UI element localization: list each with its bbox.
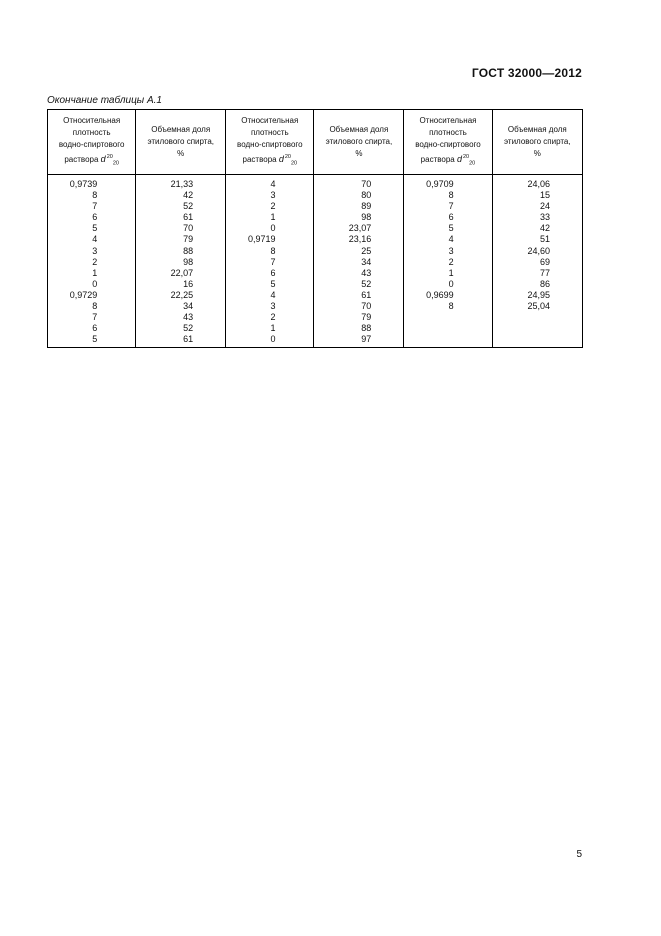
density-cell: 2: [48, 257, 136, 268]
density-symbol-subscript: 20: [112, 160, 119, 167]
volume-cell: 70: [136, 223, 226, 234]
header-density-1: [48, 110, 136, 175]
density-cell: 7: [48, 201, 136, 212]
density-volume-table: [47, 109, 583, 348]
density-cell: 1: [226, 323, 314, 334]
volume-cell: 22,07: [136, 268, 226, 279]
density-header-line: плотность: [72, 127, 111, 137]
volume-cell: 89: [314, 201, 404, 212]
volume-header-line: Объемная доля: [329, 125, 389, 134]
volume-cell: 98: [136, 257, 226, 268]
volume-cell: 43: [314, 268, 404, 279]
density-cell: 2: [226, 312, 314, 323]
table-body: [48, 175, 583, 348]
density-cell: 4: [404, 234, 492, 245]
volume-cell: 24,95: [492, 290, 582, 301]
density-cell: 5: [48, 223, 136, 234]
density-header-line: плотность: [429, 127, 467, 137]
volume-cell: 52: [136, 323, 226, 334]
density-cell: 0,9709: [404, 175, 492, 191]
density-symbol-subscript: 20: [290, 160, 298, 167]
volume-header-line: Объемная доля: [507, 125, 567, 134]
volume-cell: 24: [492, 201, 582, 212]
volume-cell: [492, 323, 582, 334]
table-row: [48, 201, 583, 212]
density-cell: 1: [226, 212, 314, 223]
density-header-line: Относительная: [419, 115, 477, 125]
density-symbol: d: [100, 153, 106, 164]
density-cell: 7: [48, 312, 136, 323]
header-volume-2: [314, 110, 404, 175]
density-cell: 8: [404, 301, 492, 312]
density-cell: 5: [226, 279, 314, 290]
table-row: [48, 312, 583, 323]
table-row: [48, 234, 583, 245]
table-row: [48, 323, 583, 334]
volume-cell: 43: [136, 312, 226, 323]
volume-header-line: %: [355, 149, 363, 158]
volume-header-line: %: [533, 149, 541, 158]
density-cell: 6: [404, 212, 492, 223]
density-symbol: d: [278, 153, 284, 164]
volume-cell: 33: [492, 212, 582, 223]
density-cell: 8: [226, 246, 314, 257]
density-cell: 3: [48, 246, 136, 257]
density-cell: 2: [226, 201, 314, 212]
volume-cell: 79: [314, 312, 404, 323]
table-row: [48, 268, 583, 279]
density-header-line: раствора: [64, 154, 99, 164]
volume-cell: 24,06: [492, 175, 582, 191]
density-cell: 0,9729: [48, 290, 136, 301]
density-cell: 0,9739: [48, 175, 136, 191]
density-cell: 6: [48, 212, 136, 223]
density-header-line: водно-спиртового: [58, 139, 125, 149]
header-volume-3: [492, 110, 582, 175]
density-cell: 0: [404, 279, 492, 290]
density-cell: 5: [404, 223, 492, 234]
volume-cell: 61: [136, 212, 226, 223]
volume-cell: [492, 334, 582, 348]
page-number: 5: [576, 849, 582, 860]
density-symbol-superscript: 20: [463, 153, 470, 160]
header-density-3: [404, 110, 492, 175]
volume-cell: 98: [314, 212, 404, 223]
density-header-line: раствора: [420, 154, 455, 164]
volume-cell: 77: [492, 268, 582, 279]
volume-cell: 42: [136, 190, 226, 201]
volume-cell: 51: [492, 234, 582, 245]
density-cell: 0: [48, 279, 136, 290]
volume-header-line: этилового спирта,: [325, 137, 393, 146]
volume-cell: 23,07: [314, 223, 404, 234]
table-row: [48, 301, 583, 312]
volume-cell: 70: [314, 175, 404, 191]
density-header-line: плотность: [250, 127, 289, 137]
density-cell: 1: [404, 268, 492, 279]
density-header-line: водно-спиртового: [237, 139, 303, 149]
table-row: [48, 190, 583, 201]
density-cell: 2: [404, 257, 492, 268]
density-cell: 1: [48, 268, 136, 279]
volume-cell: 61: [136, 334, 226, 348]
density-cell: 0: [226, 223, 314, 234]
density-header-line: Относительная: [241, 115, 299, 125]
density-cell: 8: [404, 190, 492, 201]
volume-cell: 61: [314, 290, 404, 301]
volume-cell: 69: [492, 257, 582, 268]
volume-cell: 23,16: [314, 234, 404, 245]
volume-cell: 52: [136, 201, 226, 212]
density-symbol-superscript: 20: [106, 153, 113, 160]
table-row: [48, 246, 583, 257]
volume-cell: 15: [492, 190, 582, 201]
table-row: [48, 223, 583, 234]
standard-code: ГОСТ 32000—2012: [471, 66, 582, 80]
density-cell: 7: [404, 201, 492, 212]
density-cell: 3: [226, 301, 314, 312]
volume-cell: 80: [314, 190, 404, 201]
density-symbol-superscript: 20: [284, 153, 291, 160]
density-cell: 3: [404, 246, 492, 257]
volume-cell: 16: [136, 279, 226, 290]
density-cell: 0: [226, 334, 314, 348]
density-header-line: водно-спиртового: [415, 139, 481, 149]
table-caption: Окончание таблицы А.1: [47, 95, 162, 106]
density-cell: [404, 334, 492, 348]
density-cell: [404, 312, 492, 323]
density-cell: 4: [226, 290, 314, 301]
volume-header-line: этилового спирта,: [504, 137, 571, 146]
density-cell: 6: [48, 323, 136, 334]
density-cell: 3: [226, 190, 314, 201]
volume-cell: 97: [314, 334, 404, 348]
density-cell: 7: [226, 257, 314, 268]
volume-cell: 25,04: [492, 301, 582, 312]
volume-cell: 88: [314, 323, 404, 334]
volume-cell: 25: [314, 246, 404, 257]
density-cell: 8: [48, 190, 136, 201]
table-row: [48, 175, 583, 191]
header-volume-1: [136, 110, 226, 175]
table-row: [48, 257, 583, 268]
volume-cell: 34: [314, 257, 404, 268]
density-cell: [404, 323, 492, 334]
volume-header-line: %: [177, 149, 185, 158]
density-cell: 6: [226, 268, 314, 279]
volume-cell: 86: [492, 279, 582, 290]
table-header-row: [48, 110, 583, 175]
density-cell: 4: [226, 175, 314, 191]
density-cell: 4: [48, 234, 136, 245]
volume-cell: 52: [314, 279, 404, 290]
density-cell: 0,9699: [404, 290, 492, 301]
volume-cell: 88: [136, 246, 226, 257]
volume-header-line: этилового спирта,: [147, 137, 215, 146]
volume-cell: [492, 312, 582, 323]
volume-cell: 79: [136, 234, 226, 245]
volume-cell: 24,60: [492, 246, 582, 257]
table-row: [48, 279, 583, 290]
density-cell: 0,9719: [226, 234, 314, 245]
density-header-line: Относительная: [63, 115, 121, 125]
volume-cell: 34: [136, 301, 226, 312]
table-row: [48, 212, 583, 223]
volume-header-line: Объемная доля: [151, 125, 211, 134]
header-density-2: [226, 110, 314, 175]
density-symbol: d: [456, 153, 462, 164]
table-row: [48, 334, 583, 348]
volume-cell: 70: [314, 301, 404, 312]
density-header-line: раствора: [242, 154, 277, 164]
volume-cell: 22,25: [136, 290, 226, 301]
density-cell: 5: [48, 334, 136, 348]
density-cell: 8: [48, 301, 136, 312]
volume-cell: 42: [492, 223, 582, 234]
table-row: [48, 290, 583, 301]
density-symbol-subscript: 20: [469, 160, 476, 167]
volume-cell: 21,33: [136, 175, 226, 191]
